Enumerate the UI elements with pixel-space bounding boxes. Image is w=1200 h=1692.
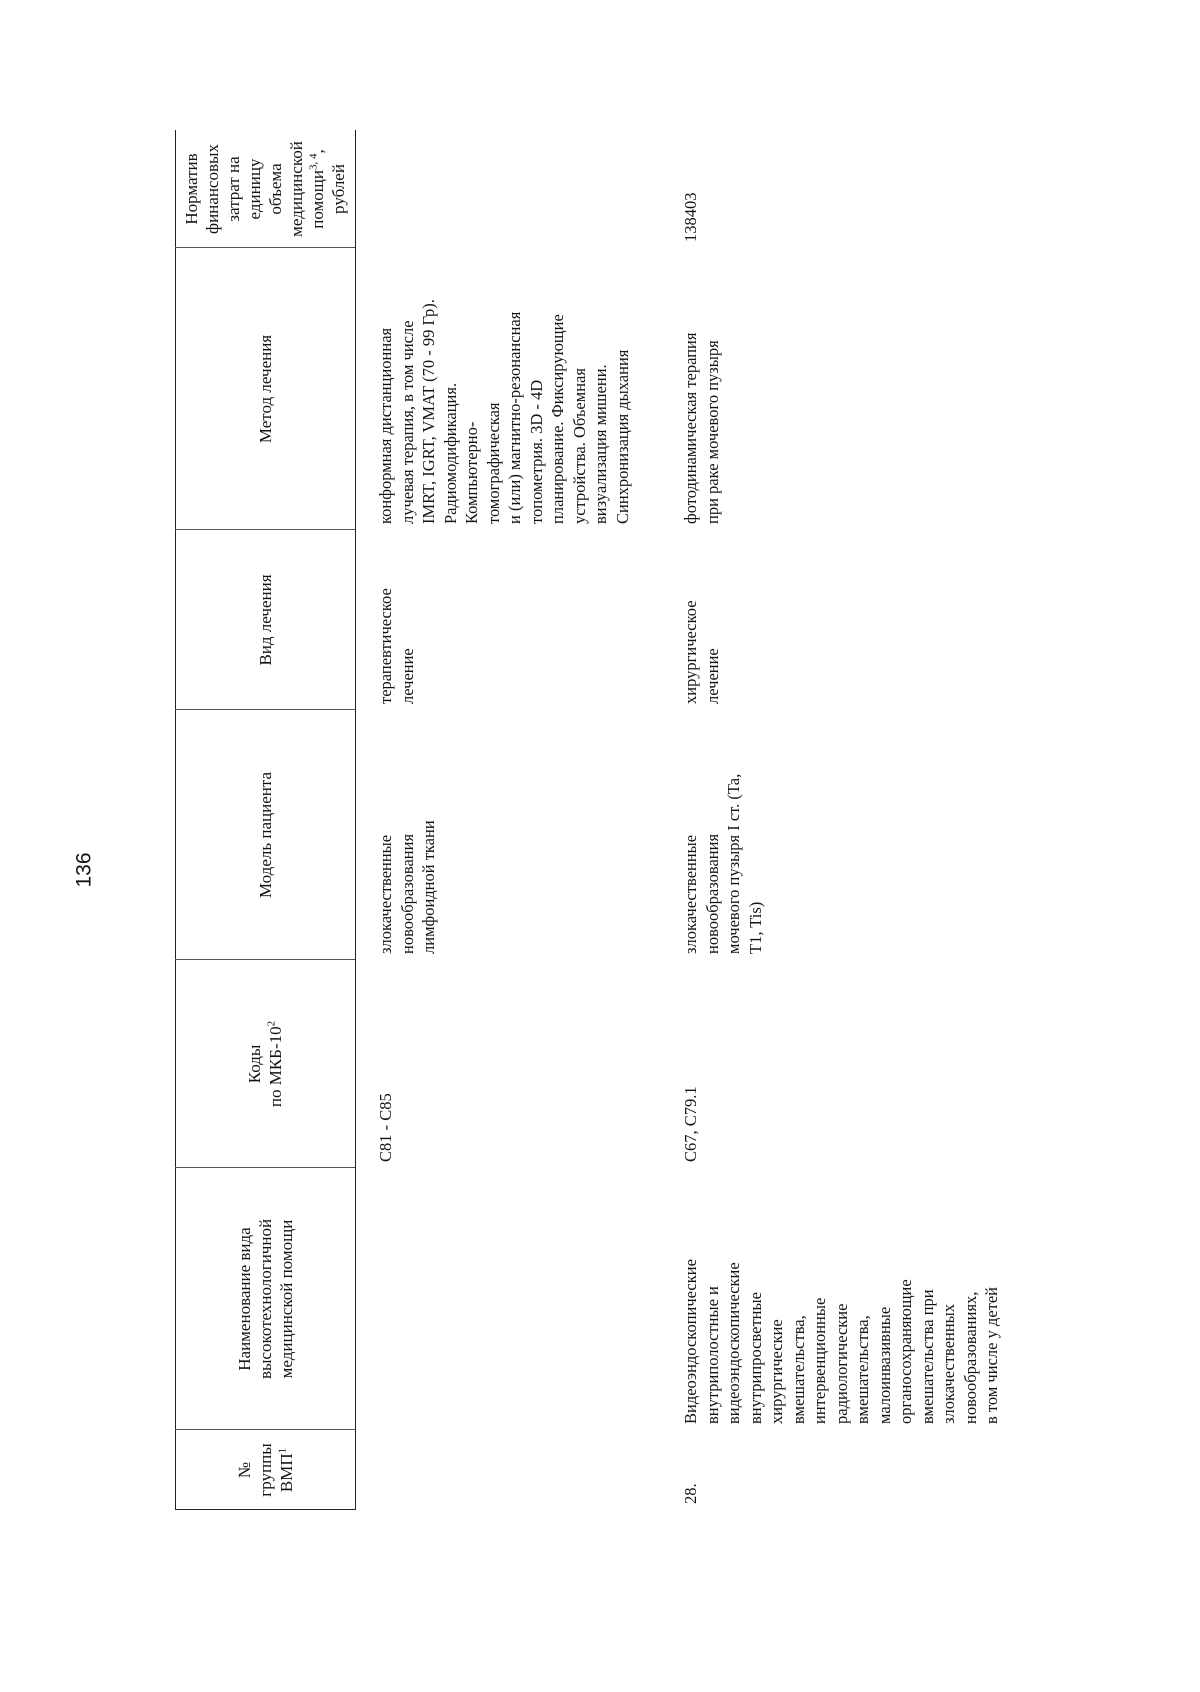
cell-cost: 138403 (681, 192, 700, 242)
header-name-label: Наименование вида высокотехнологичной медицинской помощи (234, 1218, 296, 1380)
header-treatment-method (175, 248, 355, 530)
cell-treatment-type: терапевтическое лечение (376, 588, 417, 704)
header-patient-model-label: Модель пациента (255, 771, 275, 899)
header-name (175, 1168, 355, 1430)
cell-codes: C81 - C85 (376, 1093, 395, 1162)
cell-name: Видеоэндоскопические внутриполостные и видеоэндоскопические внутрипросветные хирургические вмешательства, интервенционные радиологические вмешательства, малоинвазивные органосохраняющие вмешательства при злокачественных новообразованиях, в том числе у детей (681, 1259, 1001, 1424)
header-codes-label: Коды по МКБ-10 (245, 1026, 285, 1108)
cell-group-no: 28. (681, 1483, 700, 1504)
header-treatment-method-label: Метод лечения (255, 334, 275, 444)
header-group-no (175, 1430, 355, 1510)
header-group-no-label: № группы ВМП (234, 1443, 296, 1497)
header-cost-label: Норматив финансовых затрат на единицу объема медицинской помощи (182, 141, 327, 237)
header-treatment-type (175, 530, 355, 710)
header-cost (175, 130, 355, 248)
cell-treatment-method: конформная дистанционная лучевая терапия, в том числе IMRT, IGRT, VMAT (70 - 99 Гр). Радиомодификация. Компьютерно- томографическая и (или) магнитно-резонансная топометрия. 3D - 4D планирование. Фиксирующие устройства. Объемная визуализация мишени. Синхронизация дыхания (376, 299, 632, 524)
cell-codes: C67, C79.1 (681, 1086, 700, 1162)
table-row (375, 130, 650, 1510)
page-number-text: 136 (72, 852, 96, 888)
page-number (63, 848, 107, 892)
header-codes-text (244, 1021, 286, 1107)
header-patient-model (175, 710, 355, 960)
table-header (175, 130, 356, 1510)
header-codes-sup: 2 (265, 1020, 278, 1027)
header-cost-sup: 3, 4 (307, 153, 320, 171)
header-group-no-sup: 1 (275, 1447, 288, 1454)
rotated-table (175, 130, 1175, 1510)
header-treatment-type-label: Вид лечения (255, 574, 275, 666)
cell-treatment-type: хирургическое лечение (681, 600, 722, 704)
cell-treatment-method: фотодинамическая терапия при раке мочевого пузыря (681, 332, 722, 524)
cell-patient-model: злокачественные новообразования мочевого пузыря I ст. (Ta, T1, Tis) (681, 773, 765, 954)
header-cost-text (181, 136, 349, 242)
cell-patient-model: злокачественные новообразования лимфоидной ткани (376, 820, 438, 954)
header-group-no-text (234, 1443, 297, 1496)
header-cost-tail: , рублей (308, 149, 348, 214)
table-row (680, 130, 1010, 1510)
header-codes (175, 960, 355, 1168)
